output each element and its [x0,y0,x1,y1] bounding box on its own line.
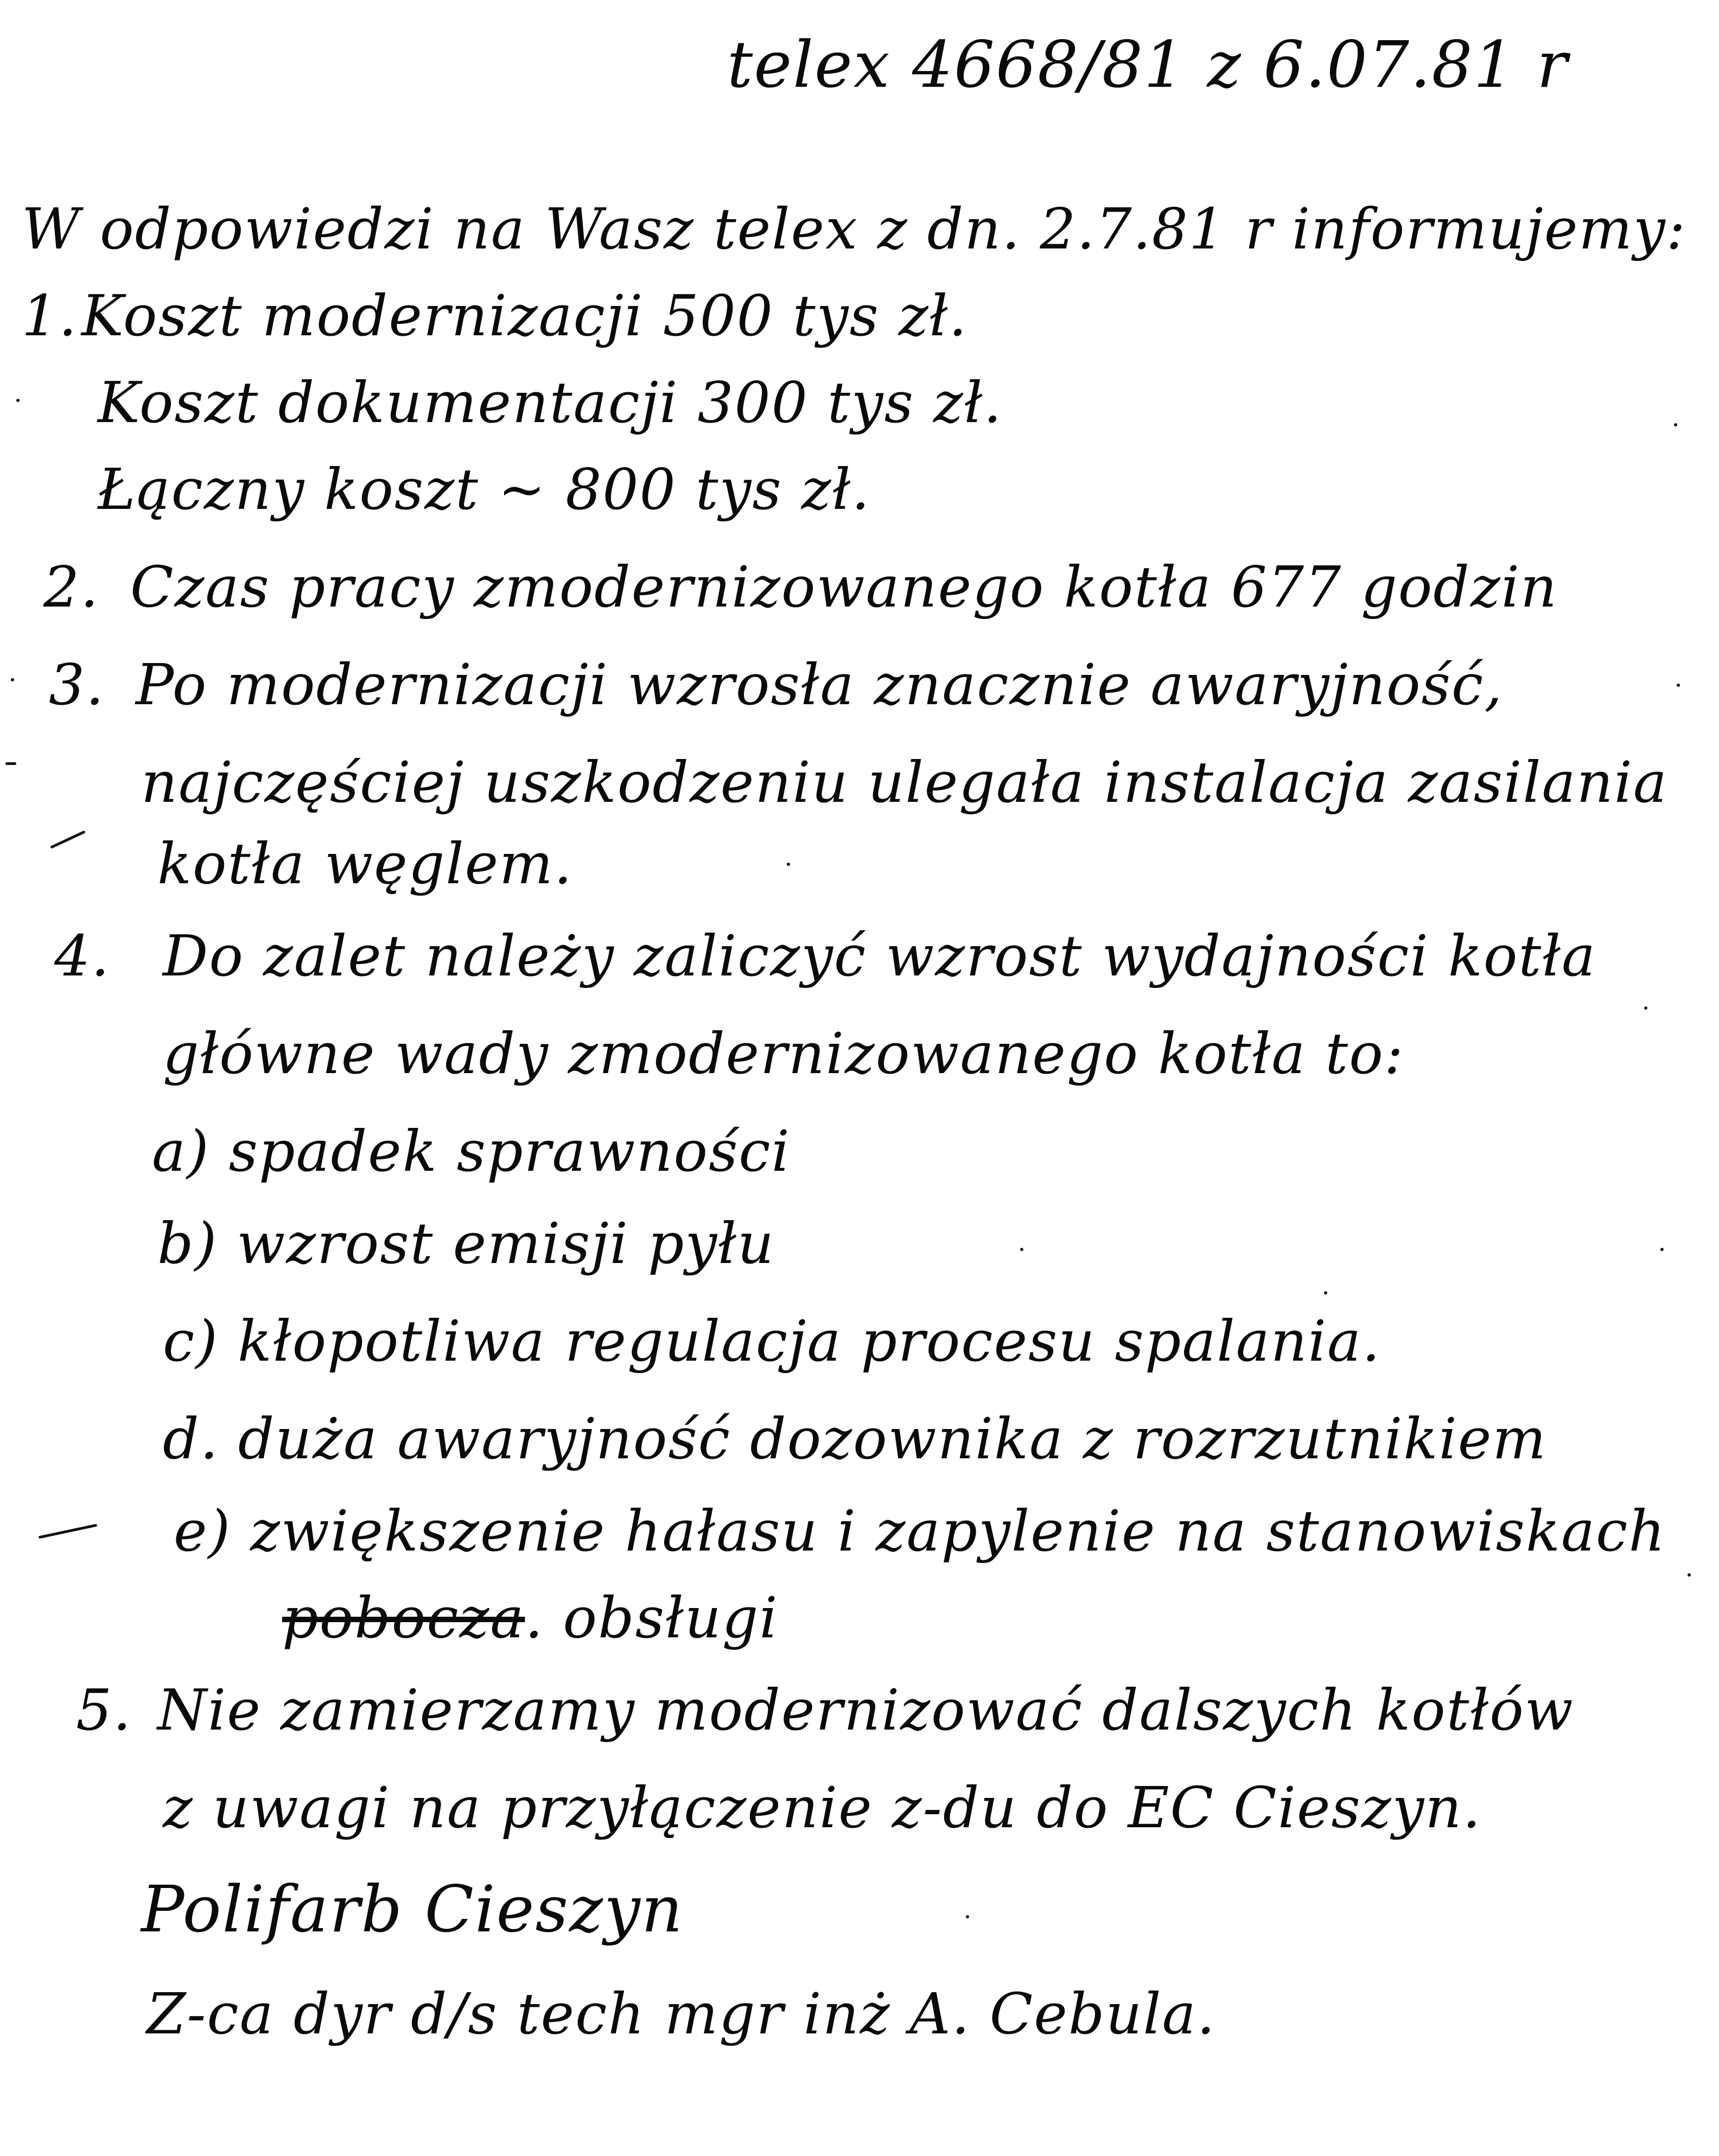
margin-speck [1677,684,1680,687]
margin-speck [1674,423,1677,426]
item-4-sub-e-continuation [282,1585,779,1651]
item-4-line-1: Do zalet należy zaliczyć wzrost wydajności kotła [163,923,1596,989]
signature-person: Z-ca dyr d/s tech mgr inż A. Cebula. [147,1981,1216,2047]
margin-speck [1688,1573,1691,1577]
item-5-line-1: Nie zamierzamy modernizować dalszych kotłów [157,1677,1574,1743]
margin-mark [50,830,86,849]
item-4-sub-b: b) wzrost emisji pyłu [157,1210,775,1277]
margin-speck [966,1915,969,1918]
margin-speck [11,678,14,681]
item-3-line-1: Po modernizacji wzrosła znacznie awaryjność, [136,652,1504,718]
item-1-line-3: Łączny koszt ~ 800 tys zł. [98,456,871,522]
item-1-number: 1. [22,283,78,349]
item-1-line-1: Koszt modernizacji 500 tys zł. [81,283,968,349]
signature-organization: Polifarb Cieszyn [141,1872,684,1947]
item-3-line-3: kotła węglem. [157,831,573,897]
item-1-line-2: Koszt dokumentacji 300 tys zł. [98,369,1003,436]
header-reference: telex 4668/81 z 6.07.81 r [727,27,1569,102]
margin-speck [1644,1006,1647,1010]
margin-speck [16,399,20,402]
item-4-sub-e-end: . obsługi [525,1585,779,1651]
margin-mark [39,1524,98,1539]
item-5-line-2: z uwagi na przyłączenie z-du do EC Cieszyn. [163,1775,1482,1841]
item-5-number: 5. [76,1677,132,1743]
margin-speck [787,863,790,866]
item-4-line-2: główne wady zmodernizowanego kotła to: [163,1020,1404,1087]
margin-mark [5,762,16,765]
item-4-sub-d: d. duża awaryjność dozownika z rozrzutnikiem [163,1406,1547,1472]
struck-out-word: pobocza [282,1585,525,1651]
margin-speck [1660,1248,1664,1251]
item-2-text: Czas pracy zmodernizowanego kotła 677 godzin [130,554,1558,620]
item-4-sub-c: c) kłopotliwa regulacja procesu spalania. [163,1308,1381,1374]
item-3-line-2: najczęściej uszkodzeniu ulegała instalacja zasilania [141,749,1668,815]
item-4-number: 4. [54,923,111,989]
item-2-number: 2. [43,554,100,620]
intro-line: W odpowiedzi na Wasz telex z dn. 2.7.81 r informujemy: [22,196,1686,262]
margin-speck [1020,1248,1023,1251]
item-3-number: 3. [49,652,105,718]
margin-speck [1324,1291,1327,1294]
item-4-sub-e: e) zwiększenie hałasu i zapylenie na stanowiskach [174,1498,1666,1564]
item-4-sub-a: a) spadek sprawności [152,1118,791,1184]
